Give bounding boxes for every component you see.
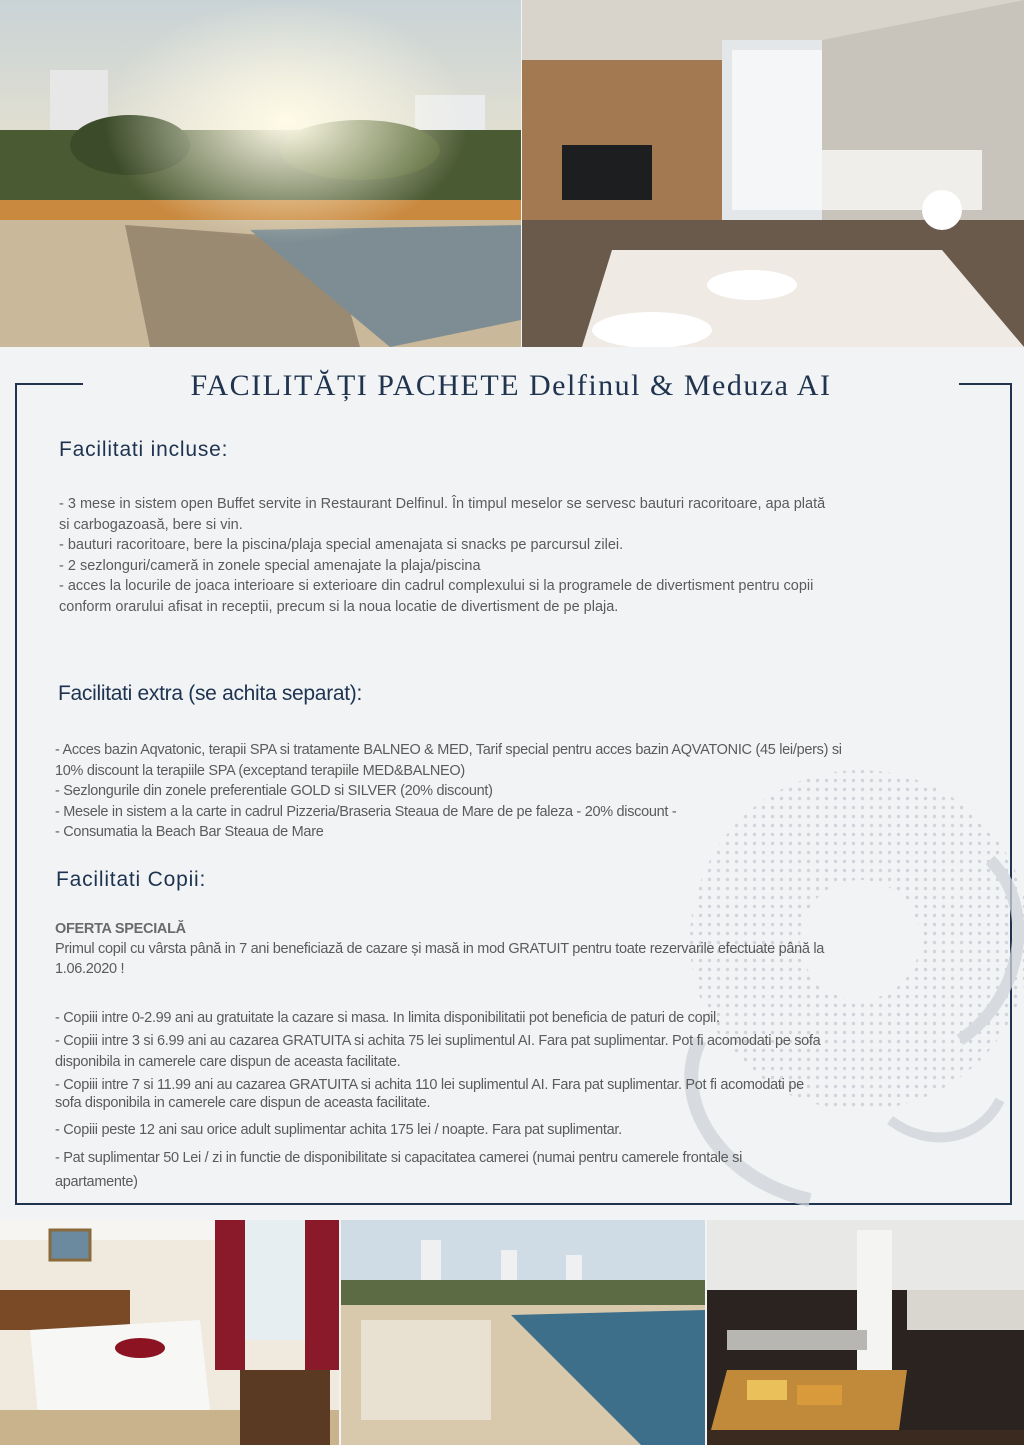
text-line: sofa disponibila in camerele care dispun de aceasta facilitate. xyxy=(55,1095,431,1111)
section-heading-incluse: Facilitati incluse: xyxy=(59,438,229,461)
text-line: disponibila in camerele care dispun de aceasta facilitate. xyxy=(55,1054,401,1070)
text-line: - bauturi racoritoare, bere la piscina/plaja special amenajata si snacks pe parcursul zilei. xyxy=(59,537,624,554)
text-line: - Consumatia la Beach Bar Steaua de Mare xyxy=(55,824,324,841)
text-line: 10% discount la terapiile SPA (exceptand terapiile MED&BALNEO) xyxy=(55,762,465,779)
text-line: - acces la locurile de joaca interioare si exterioare din cadrul complexului si la programele de divertisment pentru copii xyxy=(59,578,814,595)
frame-right-top xyxy=(959,383,1012,385)
beach-photo xyxy=(0,0,521,347)
section-heading-extra: Facilitati extra (se achita separat): xyxy=(58,682,363,705)
text-line: - 3 mese in sistem open Buffet servite in Restaurant Delfinul. În timpul meselor se servesc bauturi racoritoare, apa plată xyxy=(59,496,826,512)
text-line: - Copiii intre 0-2.99 ani au gratuitate la cazare si masa. In limita disponibilitatii pot beneficia de paturi de copil. xyxy=(55,1010,720,1026)
frame-left-top xyxy=(15,383,83,385)
text-line: apartamente) xyxy=(55,1174,138,1190)
text-line: - Copiii intre 7 si 11.99 ani au cazarea GRATUITA si achita 110 lei suplimentul AI. Fara pat suplimentar. Pot fi acomodati pe xyxy=(55,1077,804,1093)
text-line: - Acces bazin Aqvatonic, terapii SPA si tratamente BALNEO & MED, Tarif special pentru acces bazin AQVATONIC (45 lei/pers) si xyxy=(55,742,842,758)
section-extra-text xyxy=(55,740,995,843)
hotel-room-photo xyxy=(522,0,1024,347)
text-line: - Mesele in sistem a la carte in cadrul Pizzeria/Braseria Steaua de Mare de pe faleza - 20% discount - xyxy=(55,803,677,820)
section-copii-text xyxy=(55,1008,995,1194)
section-heading-copii: Facilitati Copii: xyxy=(56,868,207,891)
aerial-beach-photo xyxy=(341,1220,705,1445)
bedroom-photo xyxy=(0,1220,339,1445)
text-line: - Copiii intre 3 si 6.99 ani au cazarea GRATUITA si achita 75 lei suplimentul AI. Fara pat suplimentar. Pot fi acomodati pe sofa xyxy=(55,1033,821,1049)
text-line: Primul copil cu vârsta până in 7 ani beneficiază de cazare și masă in mod GRATUIT pentru toate rezervarile efectuate până la xyxy=(55,941,825,957)
text-line: si carbogazoasă, bere si vin. xyxy=(59,516,243,533)
frame-left xyxy=(15,383,17,1205)
offer-title: OFERTA SPECIALĂ xyxy=(55,921,186,937)
text-line: 1.06.2020 ! xyxy=(55,961,125,977)
text-line: - Pat suplimentar 50 Lei / zi in functie de disponibilitate si capacitatea camerei (numai pentru camerele frontale si xyxy=(55,1150,743,1166)
restaurant-buffet-photo xyxy=(707,1220,1024,1445)
text-line: - Sezlongurile din zonele preferentiale GOLD si SILVER (20% discount) xyxy=(55,783,493,800)
section-incluse-text xyxy=(59,494,989,618)
text-line: - Copiii peste 12 ani sau orice adult suplimentar achita 175 lei / noapte. Fara pat suplimentar. xyxy=(55,1122,622,1138)
text-line: conform orarului afisat in receptii, precum si la noua locatie de divertisment de pe plaja. xyxy=(59,598,619,615)
special-offer xyxy=(55,919,995,979)
page-title: FACILITĂȚI PACHETE Delfinul & Meduza AI xyxy=(190,369,832,402)
text-line: - 2 sezlonguri/cameră in zonele special amenajate la plaja/piscina xyxy=(59,557,481,574)
